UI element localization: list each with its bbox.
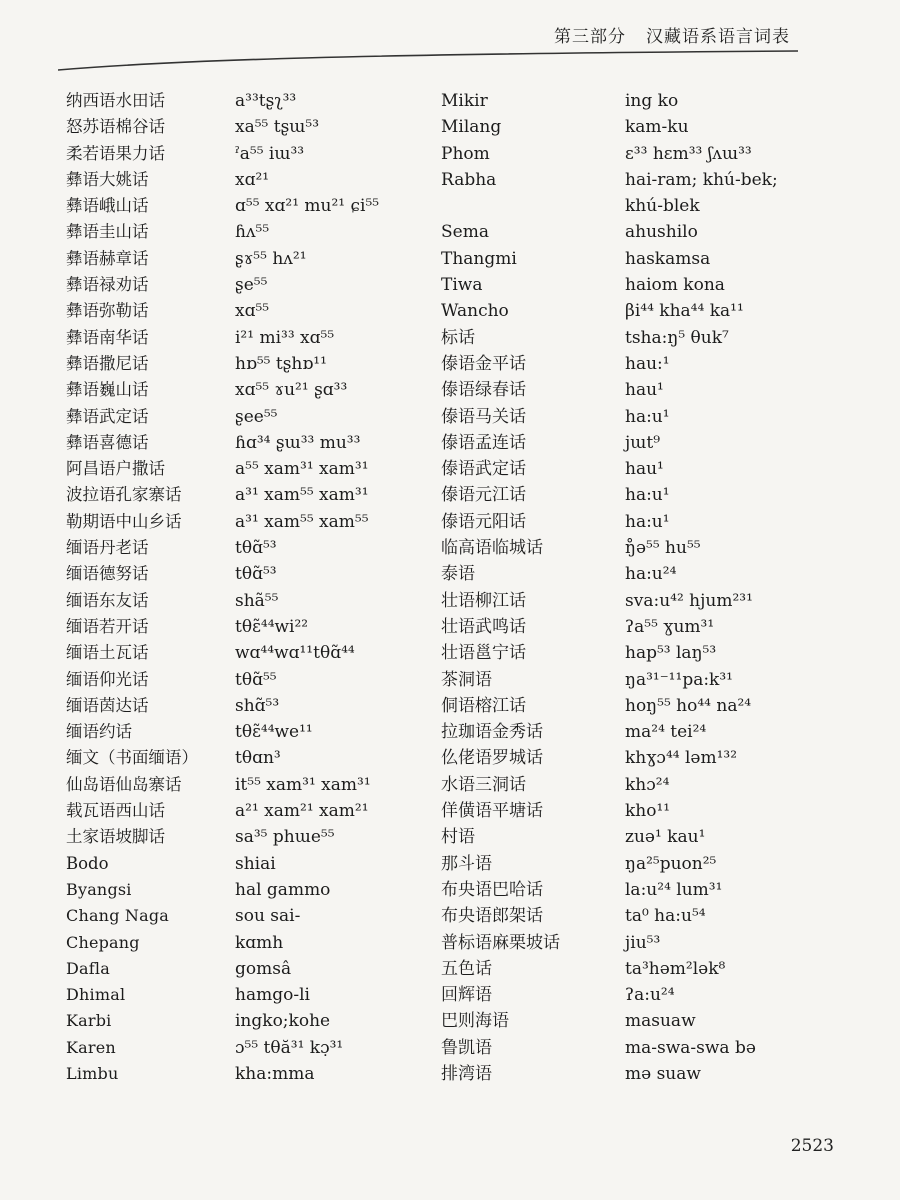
language-name: 波拉语孔家寨话 [66,485,182,505]
language-name: 载瓦语西山话 [66,801,165,821]
language-name: 壮语武鸣话 [441,616,526,637]
word-form: ha:u²⁴ [625,564,677,585]
word-form: ʔa:u²⁴ [625,985,675,1006]
word-form: ha:u¹ [625,511,670,532]
word-form: tθɑn³ [235,748,281,769]
word-form: ta³həm²lək⁸ [625,958,726,979]
language-name: 纳西语水田话 [66,91,165,110]
word-form: jiu⁵³ [625,932,661,953]
language-name: 缅语仰光话 [66,669,149,689]
language-name: 佯僙语平塘话 [441,801,543,822]
language-name: 村语 [441,827,475,848]
word-form: a³³tʂʅ³³ [235,91,297,111]
language-name: 茶洞语 [441,669,492,690]
word-form: hau:¹ [625,353,670,374]
language-name: 五色话 [441,958,492,979]
word-form: ʂee⁵⁵ [235,406,278,427]
language-name: 彝语武定话 [66,406,149,426]
word-form: hau¹ [625,380,664,401]
word-form: shɑ̃⁵³ [235,695,280,716]
language-name: 土家语坡脚话 [66,827,165,847]
language-name: 仙岛语仙岛寨话 [66,774,182,794]
language-name: 阿昌语户撒话 [66,459,165,479]
column-word-forms-1 [235,88,440,1087]
language-name: Bodo [66,853,109,873]
language-name: 彝语南华话 [66,327,149,347]
language-name: 彝语禄劝话 [66,275,149,295]
word-form: kho¹¹ [625,801,671,822]
word-form: ha:u¹ [625,485,670,506]
word-form: xɑ²¹ [235,169,270,190]
language-name: Milang [441,117,502,138]
word-form: ɔ⁵⁵ tθă³¹ kɔ̣³¹ [235,1037,344,1058]
language-name: 拉珈语金秀话 [441,722,543,743]
word-form: kam-ku [625,117,689,138]
language-name: 彝语弥勒话 [66,301,149,321]
language-name: 壮语柳江话 [441,590,526,611]
word-form: gomsâ [235,958,292,979]
word-form: a⁵⁵ xam³¹ xam³¹ [235,459,369,480]
word-form: wɑ⁴⁴wɑ¹¹tθɑ̃⁴⁴ [235,643,355,664]
word-form: hap⁵³ laŋ⁵³ [625,643,717,664]
language-name: 柔若语果力话 [66,143,165,163]
word-form: hai-ram; khú-bek; [625,169,778,190]
language-name: Phom [441,143,490,164]
word-form: ahushilo [625,222,698,243]
word-form: shã⁵⁵ [235,590,279,611]
language-name: 彝语圭山话 [66,222,149,242]
language-name: Rabha [441,169,497,190]
column-language-names-1 [66,88,226,1087]
language-name: 彝语赫章话 [66,248,149,268]
language-name: Limbu [66,1063,119,1083]
word-form: ha:u¹ [625,406,670,427]
language-name: Dhimal [66,985,126,1005]
word-form: ŋa³¹⁻¹¹pa:k³¹ [625,669,733,690]
language-name: 彝语喜德话 [66,432,149,452]
word-form: shiai [235,853,276,874]
language-name: 布央语郎架话 [441,906,543,927]
word-form: βi⁴⁴ kha⁴⁴ ka¹¹ [625,301,744,322]
language-name: 排湾语 [441,1063,492,1084]
word-form: khɔ²⁴ [625,774,670,795]
language-name: 布央语巴哈话 [441,879,543,900]
word-form: ingko;kohe [235,1011,331,1032]
word-form: tθɑ̃⁵³ [235,538,277,559]
language-name: 壮语邕宁话 [441,643,526,664]
language-name: 傣语金平话 [441,353,526,374]
column-word-forms-2 [625,88,855,1087]
language-name: 彝语峨山话 [66,196,149,216]
word-form: ɑ⁵⁵ xɑ²¹ mu²¹ ɕi⁵⁵ [235,196,380,217]
language-name: 缅语约话 [66,722,132,742]
language-name: 缅语土瓦话 [66,643,149,663]
language-name: 标话 [441,327,475,348]
language-name: Dafla [66,958,110,978]
language-name: 傣语元江话 [441,485,526,506]
word-form: a³¹ xam⁵⁵ xam⁵⁵ [235,511,369,532]
word-form: ʂɤ⁵⁵ hʌ²¹ [235,248,307,269]
word-form: tθɑ̃⁵³ [235,564,277,585]
language-name: 傣语马关话 [441,406,526,427]
word-form: zuə¹ kau¹ [625,827,706,848]
word-form: jɯt⁹ [625,432,661,453]
word-form: ŋa²⁵puon²⁵ [625,853,717,874]
language-name: 临高语临城话 [441,538,543,559]
language-name: 缅文（书面缅语） [66,748,198,768]
language-name: Wancho [441,301,509,322]
language-name: 那斗语 [441,853,492,874]
language-name: 巴则海语 [441,1011,509,1032]
word-form: kha:mma [235,1063,315,1084]
word-form: a³¹ xam⁵⁵ xam³¹ [235,485,369,506]
word-form: sa³⁵ phɯe⁵⁵ [235,827,335,848]
section-title: 汉藏语系语言词表 [646,27,790,47]
word-form: xɑ⁵⁵ ɤu²¹ ʂɑ³³ [235,380,348,401]
language-name: 傣语孟连话 [441,432,526,453]
language-name: 普标语麻栗坡话 [441,932,560,953]
word-form: khɣɔ⁴⁴ ləm¹³² [625,748,738,769]
word-form: tθɛ̃⁴⁴wi²² [235,616,309,637]
word-form: ŋ̊ə⁵⁵ hu⁵⁵ [625,538,701,559]
language-name: Chang Naga [66,906,170,926]
language-name: 勒期语中山乡话 [66,511,182,531]
language-name: Chepang [66,932,140,952]
word-form: tsha:ŋ⁵ θuk⁷ [625,327,729,348]
language-name: Karbi [66,1011,112,1031]
language-name: 傣语元阳话 [441,511,526,532]
language-name: 彝语撒尼话 [66,353,149,373]
language-name: 水语三洞话 [441,774,526,795]
language-name: 回辉语 [441,985,492,1006]
word-form: ˀa⁵⁵ iɯ³³ [235,143,305,164]
language-name: 缅语若开话 [66,616,149,636]
word-form: hamgo-li [235,985,310,1006]
word-form: kɑmh [235,932,284,953]
language-name [441,193,616,219]
word-form: ma²⁴ tei²⁴ [625,722,707,743]
word-form: ma-swa-swa bə [625,1037,756,1058]
language-name: 缅语茵达话 [66,695,149,715]
word-form: hɒ⁵⁵ tʂhɒ¹¹ [235,353,327,374]
language-name: Thangmi [441,248,517,269]
word-form: sva:u⁴² hjum²³¹ [625,590,753,611]
page-number: 2523 [790,1136,834,1156]
language-name: 侗语榕江话 [441,695,526,716]
word-form: ʂe⁵⁵ [235,275,268,296]
word-form: hal gammo [235,879,331,900]
word-form: ing ko [625,91,679,111]
running-head [554,22,790,47]
word-form: ta⁰ ha:u⁵⁴ [625,906,706,927]
language-name: 傣语绿春话 [441,380,526,401]
language-name: 缅语德努话 [66,564,149,584]
language-name: Tiwa [441,275,483,296]
word-form: hoŋ⁵⁵ ho⁴⁴ na²⁴ [625,695,752,716]
word-form: tθɛ̃⁴⁴we¹¹ [235,722,313,743]
word-form: xa⁵⁵ tʂɯ⁵³ [235,117,320,138]
language-name: 泰语 [441,564,475,585]
word-form: ɦʌ⁵⁵ [235,222,270,243]
word-form: hau¹ [625,459,664,480]
part-label: 第三部分 [554,27,626,47]
word-form: la:u²⁴ lum³¹ [625,879,723,900]
word-form: haskamsa [625,248,711,269]
word-form: it⁵⁵ xam³¹ xam³¹ [235,774,371,795]
language-name: 鲁凯语 [441,1037,492,1058]
word-form: tθɑ̃⁵⁵ [235,669,277,690]
language-name: 傣语武定话 [441,459,526,480]
word-form: haiom kona [625,275,725,296]
language-name: Mikir [441,91,488,111]
word-form: ɦɑ³⁴ ʂɯ³³ mu³³ [235,432,361,453]
header-rule [58,50,798,72]
word-form: sou sai- [235,906,301,927]
word-form: ʔa⁵⁵ ɣum³¹ [625,616,715,637]
word-form: masuaw [625,1011,696,1032]
language-name: 仫佬语罗城话 [441,748,543,769]
column-language-names-2 [441,88,616,1087]
language-name: 缅语东友话 [66,590,149,610]
language-name: 彝语大姚话 [66,169,149,189]
language-name: Byangsi [66,879,132,899]
language-name: Sema [441,222,489,243]
language-name: Karen [66,1037,116,1057]
word-form: ɛ³³ hɛm³³ ʃʌɯ³³ [625,143,752,164]
word-form: mə suaw [625,1063,701,1084]
word-form: i²¹ mi³³ xɑ⁵⁵ [235,327,335,348]
language-name: 怒苏语棉谷话 [66,117,165,137]
language-name: 缅语丹老话 [66,538,149,558]
language-name: 彝语巍山话 [66,380,149,400]
word-form: khú-blek [625,196,700,217]
word-form: a²¹ xam²¹ xam²¹ [235,801,369,822]
word-form: xɑ⁵⁵ [235,301,270,322]
